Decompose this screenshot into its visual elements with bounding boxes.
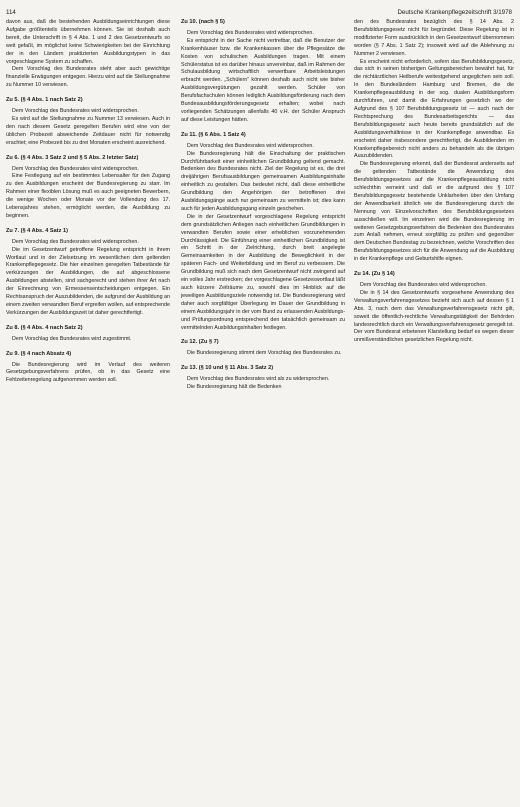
page-header: [6, 7, 512, 19]
paragraph: den des Bundesrates bezüglich des § 14 Abs. 2 Berufsbildungsgesetz nicht für begründet. Diese Regelung ist in modifizierter Form ausdrücklich in den Gesetzentwurf übernommen worden (§ 7 Abs. 1 Satz 2); insoweit wird auf die Ablehnung zu Nummer 2 verwiesen.: [354, 19, 514, 57]
paragraph: Die im Gesetzentwurf getroffene Regelung entspricht in ihrem Wortlaut und in der Zielsetzung im wesentlichen dem geltenden Krankenpflegegesetz. Die hier einzelnen geregelten Tatbestände für verkürzungen der Ausbildungen, die auf abgeschlossene Ausbildungen abstellen, sind sachgerecht und stehen ihrer Art nach der Einrechnung von Ermessensentscheidungen entgegen. Ein Rechtsanspruch der Auszubildenden, die aufgrund der Ausbildung an einem zweiten verwandten Beruf ergreifen wollen, auf entsprechende Verkürzungen der Ausbildungszeit ist daher gerechtfertigt.: [6, 246, 170, 316]
paragraph: Die Bundesregierung hält die Bedenken: [187, 384, 282, 391]
column-left: [6, 19, 170, 385]
paragraph: Die Bundesregierung hält die Einschaltung der praktischen Durchführbarkeit einer einheitlichen Grundbildung geltend gemacht. Bedenken des Bundesrates nicht. Ziel der Regelung ist es, die drei dreijährigen Berufsausbildungen gemeinsamen Ausbildungsinhalte einheitlich zu gestalten. Das bedeutet nicht, daß diese einheitliche Grundbildung den Angehörigen der betroffenen drei Ausbildungsgänge auch nur gemeinsam zu vermitteln ist; dies kann auch für jeden Ausbildungsgang einzeln geschehen.: [181, 150, 345, 212]
section-heading: Zu 7. (§ 4 Abs. 4 Satz 1): [6, 227, 68, 234]
journal-title: Deutsche Krankenpflegezeitschrift 3/1978: [397, 9, 512, 16]
paragraph: Die Bundesregierung wird im Verlauf des weiteren Gesetzgebungsverfahrens prüfen, ob in das Gesetz eine Fehlzeitenregelung aufgenommen werden soll.: [6, 361, 170, 384]
paragraph: davon aus, daß die bestehenden Ausbildungseinrichtungen diese Aufgabe größtenteils übernehmen können. Sie ist deshalb auch bereit, die Unterschrift in § 4 Abs. 1 und 2 des Gesetzentwurfs so weit gefaßt, im möglichst keine Schwierigkeiten bei der Einrichtung der in den Ländern praktizierten Ausbildungstypen in das vorgeschlagene System zu schaffen.: [6, 19, 170, 65]
paragraph: Dem Vorschlag des Bundesrates steht aber auch gewichtige finanzielle Erwägungen entgegen. Hierzu wird auf die Stellungnahme zu Nummer 10 verwiesen.: [6, 66, 170, 89]
paragraph: Es entspricht in der Sache nicht vertretbar, daß die Benutzer der Krankenhäuser bzw. die Krankenkassen über die Pflegesätze die Kosten von schulischen Ausbildungen tragen. Mit einem Schülerstatus ist es darüber hinaus unvereinbar, daß im Rahmen der Schulausbildung wirtschaftlich verwertbare Arbeitsleistungen erbracht werden. „Schülern“ können deshalb auch nicht wie bisher Ausbildungsvergütungen gezahlt werden. Schüler von Berufsfachschulen können lediglich Ausbildungsförderung nach dem Bundesausbildungsförderungsgesetz erhalten; wobei nach vorliegenden Schätzungen allenfalls 40 v.H. der Schüler Anspruch auf diese Leistungen hätten.: [181, 37, 345, 123]
decision-line: Die Bundesregierung stimmt dem Vorschlag des Bundesrates zu.: [187, 350, 342, 357]
decision-line: Dem Vorschlag des Bundesrates wird als zu widersprochen.: [187, 376, 330, 383]
page-number: 114: [6, 9, 16, 16]
decision-line: Dem Vorschlag des Bundesrates wird widersprochen.: [12, 238, 139, 245]
paragraph: Es wird auf die Stellungnahme zu Nummer 13 verwiesen. Auch in den nach diesem Gesetz geregelten Berufen wird eine von der üblichen Probezeit abweichende Zeitdauer nicht für notwendig erachtet; eine Probezeit bis zu drei Monaten erscheint ausreichend.: [6, 115, 170, 146]
decision-line: Dem Vorschlag des Bundesrates wird widersprochen.: [187, 29, 314, 36]
decision-line: Dem Vorschlag des Bundesrates wird widersprochen.: [360, 282, 487, 288]
section-heading: Zu 8. (§ 4 Abs. 4 nach Satz 2): [6, 324, 83, 331]
paragraph: Die Bundesregierung erkennt, daß der Bundesrat anderseits auf die geltenden Tatbestände die Anwendung des Berufsbildungsgesetzes auf die Krankenpflegeausbildung nicht schlechthin verneint und daß er die aufgrund des § 107 Berufsbildungsgesetz bestehende Unklarheiten über den Umfang der Anwendbarkeit ähnlich wie die Bundesregierung durch die Nennung von Einzelvorschriften des Berufsbildungsgesetzes ausschließen will. Im einzelnen wird die Bundesregierung im weiteren Gesetzgebungsverfahren die Bedenken des Bundesrates zum Anlaß nehmen, erneut sorgfältig zu prüfen und gegenüber dem Deutschen Bundestag zu bezeichnen, welche Vorschriften des Berufsbildungsgesetzes sich für die Anwendung auf die Ausbildung in der Krankenpflege und Geburtshilfe eignen.: [354, 161, 514, 263]
section-heading: Zu 10. (nach § 5): [181, 19, 225, 25]
decision-line: Dem Vorschlag des Bundesrates wird widersprochen.: [12, 108, 139, 115]
column-right: [354, 19, 514, 345]
paragraph: Die in der Gesetzentwurf vorgeschlagene Regelung entspricht dem grundsätzlichen Anliegen nach einheitlichen Grundbildungen in verwandten Berufen sowie einer erheblichen vorzunehmenden Durchlässigkeit. Die Einführung einer einheitlichen Grundbildung ist ein Schritt in der Zielrichtung, durch breit angelegte Gemeinsamkeiten in der Ausbildung die Beweglichkeit in der späteren Fach- und Weiterbildung und im Beruf zu verbessern. Die Grundbildung muß sich nach dem Gesetzentwurf nicht zwingend auf ein volles Jahr erstrecken; der vorgeschlagene Gesetzeswortlaut läßt auch kürzere Zeiträume zu, sowohl dies im Hinblick auf die jeweiligen Ausbildungsziele notwendig ist. Die Bundesregierung wird daher auch sorgfältiger Überlegung im Dauer der Grundbildung in einem Ausbildungsjahr in der vom Bund zu erlassenden Ausbildungs- und Prüfungsordnung entsprechend den tatsächlich gemeinsam zu vermittelnden Ausbildungsinhalten festlegen.: [181, 213, 345, 331]
section-heading: Zu 14. (Zu § 14): [354, 271, 395, 278]
section-heading: Zu 13. (§ 10 und § 11 Abs. 3 Satz 2): [181, 365, 274, 372]
decision-line: Dem Vorschlag des Bundesrates wird zugestimmt.: [12, 335, 132, 342]
section-heading: Zu 6. (§ 4 Abs. 3 Satz 2 und § 5 Abs. 2 letzter Satz): [6, 154, 139, 161]
section-heading: Zu 9. (§ 4 nach Absatz 4): [6, 350, 72, 357]
column-middle: [181, 19, 345, 392]
decision-line: Dem Vorschlag des Bundesrates wird widersprochen.: [187, 142, 314, 149]
section-heading: Zu 5. (§ 4 Abs. 1 nach Satz 2): [6, 97, 83, 104]
paragraph: Die in § 14 des Gesetzentwurfs vorgesehene Anwendung des Verwaltungsverfahrensgesetzes bezieht sich auch auf dessen § 1 Abs. 3, nach dem das Verwaltungsverfahrensgesetz nicht gilt, soweit die öffentlich-rechtliche Verwaltungstätigkeit der Behörden landesrechtlich durch ein Verwaltungsverfahrensgesetz geregelt ist. Der vom Bundesrat erbetenen Klarstellung bedarf es wegen dieser unmißverständlichen gesetzlichen Regelung nicht.: [354, 289, 514, 344]
section-heading: Zu 11. (§ 6 Abs. 1 Satz 4): [181, 131, 246, 138]
paragraph: Es erscheint nicht erforderlich, sofern das Berufsbildungsgesetz, das sich in seinen bisherigen Geltungsbereichen bewährt hat, für die nichtärztlichen Heilberufe weitestgehend angeglichen sein soll. In den Bundesländern Hamburg und Bremen, die die Krankenpflegeausbildung in der sog. dualen Ausbildungsform durchführen, und damit die Erfahrungen gesetzlich wo der Aufgrund des § 107 Berufsbildungsgesetz ist — auch nach der Rechtsprechung des Bundesarbeitsgerichts — das Berufsbildungsgesetz auch heute bereits grundsätzlich auf die Ausbildungsverhältnisse in der Krankenpflege anwendbar. Es erscheint daher insbesondere gerechtfertigt, die Ausbildenden im Krankenpflegebereich nicht anders zu behandeln als die übrigen Auszubildenden.: [354, 58, 514, 160]
decision-line: Dem Vorschlag des Bundesrates wird widersprochen.: [12, 165, 139, 172]
paragraph: Eine Festlegung auf ein bestimmtes Lebensalter für den Zugang zu den Ausbildungen erscheint der Bundesregierung zu starr. Im Rahmen einer flexiblen Lösung muß es auch geeigneten Bewerbern, die wenige Wochen oder Monate vor der Vollendung des 17. Lebensjahres stehen, ermöglicht werden, die Ausbildung zu beginnen.: [6, 173, 170, 219]
section-heading: Zu 12. (Zu § 7): [181, 339, 219, 346]
